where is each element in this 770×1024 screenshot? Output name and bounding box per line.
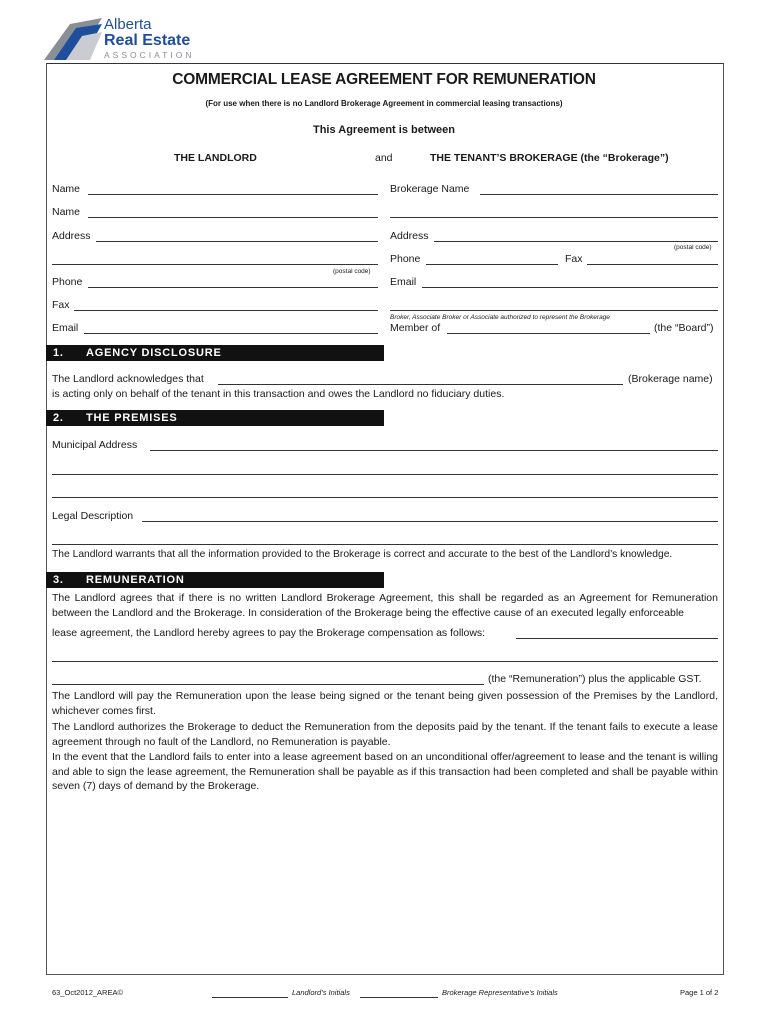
landlord-phone-field[interactable]	[88, 287, 378, 288]
landlord-phone-label: Phone	[52, 276, 83, 288]
agency-disclosure-text: The Landlord acknowledges that	[52, 373, 204, 385]
tenant-brokerage-heading: THE TENANT’S BROKERAGE (the “Brokerage”)	[430, 152, 669, 164]
form-code: 63_Oct2012_AREA©	[52, 988, 123, 997]
brokerage-name-label: Brokerage Name	[390, 183, 470, 195]
landlord-name-label: Name	[52, 183, 81, 195]
brokerage-address-label: Address	[390, 230, 429, 242]
document-title: COMMERCIAL LEASE AGREEMENT FOR REMUNERATION	[172, 71, 596, 88]
legal-description-field-2[interactable]	[52, 544, 718, 545]
section-3-number: 3.	[53, 574, 64, 586]
landlord-address2-field[interactable]	[52, 264, 378, 265]
brokerage-email-label: Email	[390, 276, 417, 288]
document-subtitle: (For use when there is no Landlord Brokerage Agreement in commercial leasing transactions)	[205, 99, 563, 108]
landlord-email-field[interactable]	[84, 333, 378, 334]
broker-representative-note: Broker, Associate Broker or Associate authorized to represent the Brokerage	[390, 314, 610, 321]
legal-description-label: Legal Description	[52, 510, 134, 522]
member-of-field[interactable]	[447, 333, 650, 334]
municipal-address-field-3[interactable]	[52, 497, 718, 498]
landlord-name2-label: Name	[52, 206, 81, 218]
landlord-fax-field[interactable]	[74, 310, 378, 311]
municipal-address-label: Municipal Address	[52, 439, 138, 451]
municipal-address-field-2[interactable]	[52, 474, 718, 475]
section-3-title: REMUNERATION	[86, 574, 185, 586]
association-logo	[42, 14, 202, 62]
brokerage-phone-label: Phone	[390, 253, 421, 265]
agency-disclosure-text-2: is acting only on behalf of the tenant in this transaction and owes the Landlord no fiduciary duties.	[52, 388, 505, 400]
compensation-field-2[interactable]	[52, 661, 718, 662]
document-frame	[46, 63, 724, 975]
landlord-email-label: Email	[52, 322, 79, 334]
logo-swoosh-icon	[42, 14, 104, 62]
landlord-name2-field[interactable]	[88, 217, 378, 218]
agency-brokerage-field[interactable]	[218, 384, 623, 385]
legal-description-field[interactable]	[142, 521, 718, 522]
landlord-heading: THE LANDLORD	[174, 152, 257, 164]
remuneration-paragraph-4: In the event that the Landlord fails to enter into a lease agreement based on an unconditional offer/agreement to lease and the tenant is willing and able to sign the lease agreement, the Remuneration shall be payable as if this transaction had been completed and shall be payable within seven (7) days of demand by the Brokerage.	[52, 751, 718, 792]
agreement-between: This Agreement is between	[312, 124, 456, 136]
brokerage-name-caption: (Brokerage name)	[628, 373, 713, 385]
page-number: Page 1 of 2	[680, 988, 719, 997]
brokerage-email-field[interactable]	[422, 287, 718, 288]
logo-text-real-estate: Real Estate	[104, 32, 191, 49]
municipal-address-field[interactable]	[150, 450, 718, 451]
brokerage-phone-field[interactable]	[426, 264, 558, 265]
member-of-label: Member of	[390, 322, 441, 334]
remuneration-paragraph-3: The Landlord authorizes the Brokerage to deduct the Remuneration from the deposits paid by the tenant. If the tenant fails to execute a lease agreement through no fault of the Landlord, no Remuneration is payable.	[52, 721, 718, 748]
section-2-header	[46, 410, 384, 426]
compensation-field[interactable]	[516, 638, 718, 639]
and-text: and	[375, 152, 393, 164]
remuneration-paragraph-1: The Landlord agrees that if there is no written Landlord Brokerage Agreement, this shall be regarded as an Agreement for Remuneration between the Landlord and the Brokerage. In consideration of the Brokerage being the effective cause of an executed legally enforceable	[52, 592, 718, 619]
brokerage-initials-field[interactable]	[360, 997, 438, 998]
landlord-name-field[interactable]	[88, 194, 378, 195]
logo-text-alberta: Alberta	[104, 16, 152, 33]
section-3-header	[46, 572, 384, 588]
landlord-fax-label: Fax	[52, 299, 70, 311]
landlord-address-label: Address	[52, 230, 91, 242]
landlord-address-field[interactable]	[96, 241, 378, 242]
remuneration-compensation-text: lease agreement, the Landlord hereby agrees to pay the Brokerage compensation as follows:	[52, 627, 486, 639]
landlord-initials-field[interactable]	[212, 997, 288, 998]
brokerage-postal-label: (postal code)	[674, 244, 712, 251]
brokerage-fax-label: Fax	[565, 253, 583, 265]
board-label: (the “Board”)	[654, 322, 714, 334]
section-1-title: AGENCY DISCLOSURE	[86, 347, 222, 359]
broker-representative-field[interactable]	[390, 310, 718, 311]
logo-text-association: ASSOCIATION	[104, 50, 195, 60]
landlord-initials-label: Landlord’s Initials	[292, 988, 350, 997]
landlord-warranty-text: The Landlord warrants that all the information provided to the Brokerage is correct and accurate to the best of the Landlord’s knowledge.	[52, 549, 673, 560]
brokerage-name2-field[interactable]	[390, 217, 718, 218]
compensation-field-3[interactable]	[52, 684, 484, 685]
remuneration-paragraph-2: The Landlord will pay the Remuneration upon the lease being signed or the tenant being given possession of the Premises by the Landlord, whichever comes first.	[52, 690, 718, 717]
brokerage-name-field[interactable]	[480, 194, 718, 195]
brokerage-fax-field[interactable]	[587, 264, 718, 265]
landlord-postal-label: (postal code)	[333, 268, 371, 275]
remuneration-gst-text: (the “Remuneration”) plus the applicable GST.	[488, 673, 702, 685]
section-2-title: THE PREMISES	[86, 412, 178, 424]
section-1-number: 1.	[53, 347, 64, 359]
section-1-header	[46, 345, 384, 361]
brokerage-initials-label: Brokerage Representative’s Initials	[442, 988, 558, 997]
section-2-number: 2.	[53, 412, 64, 424]
